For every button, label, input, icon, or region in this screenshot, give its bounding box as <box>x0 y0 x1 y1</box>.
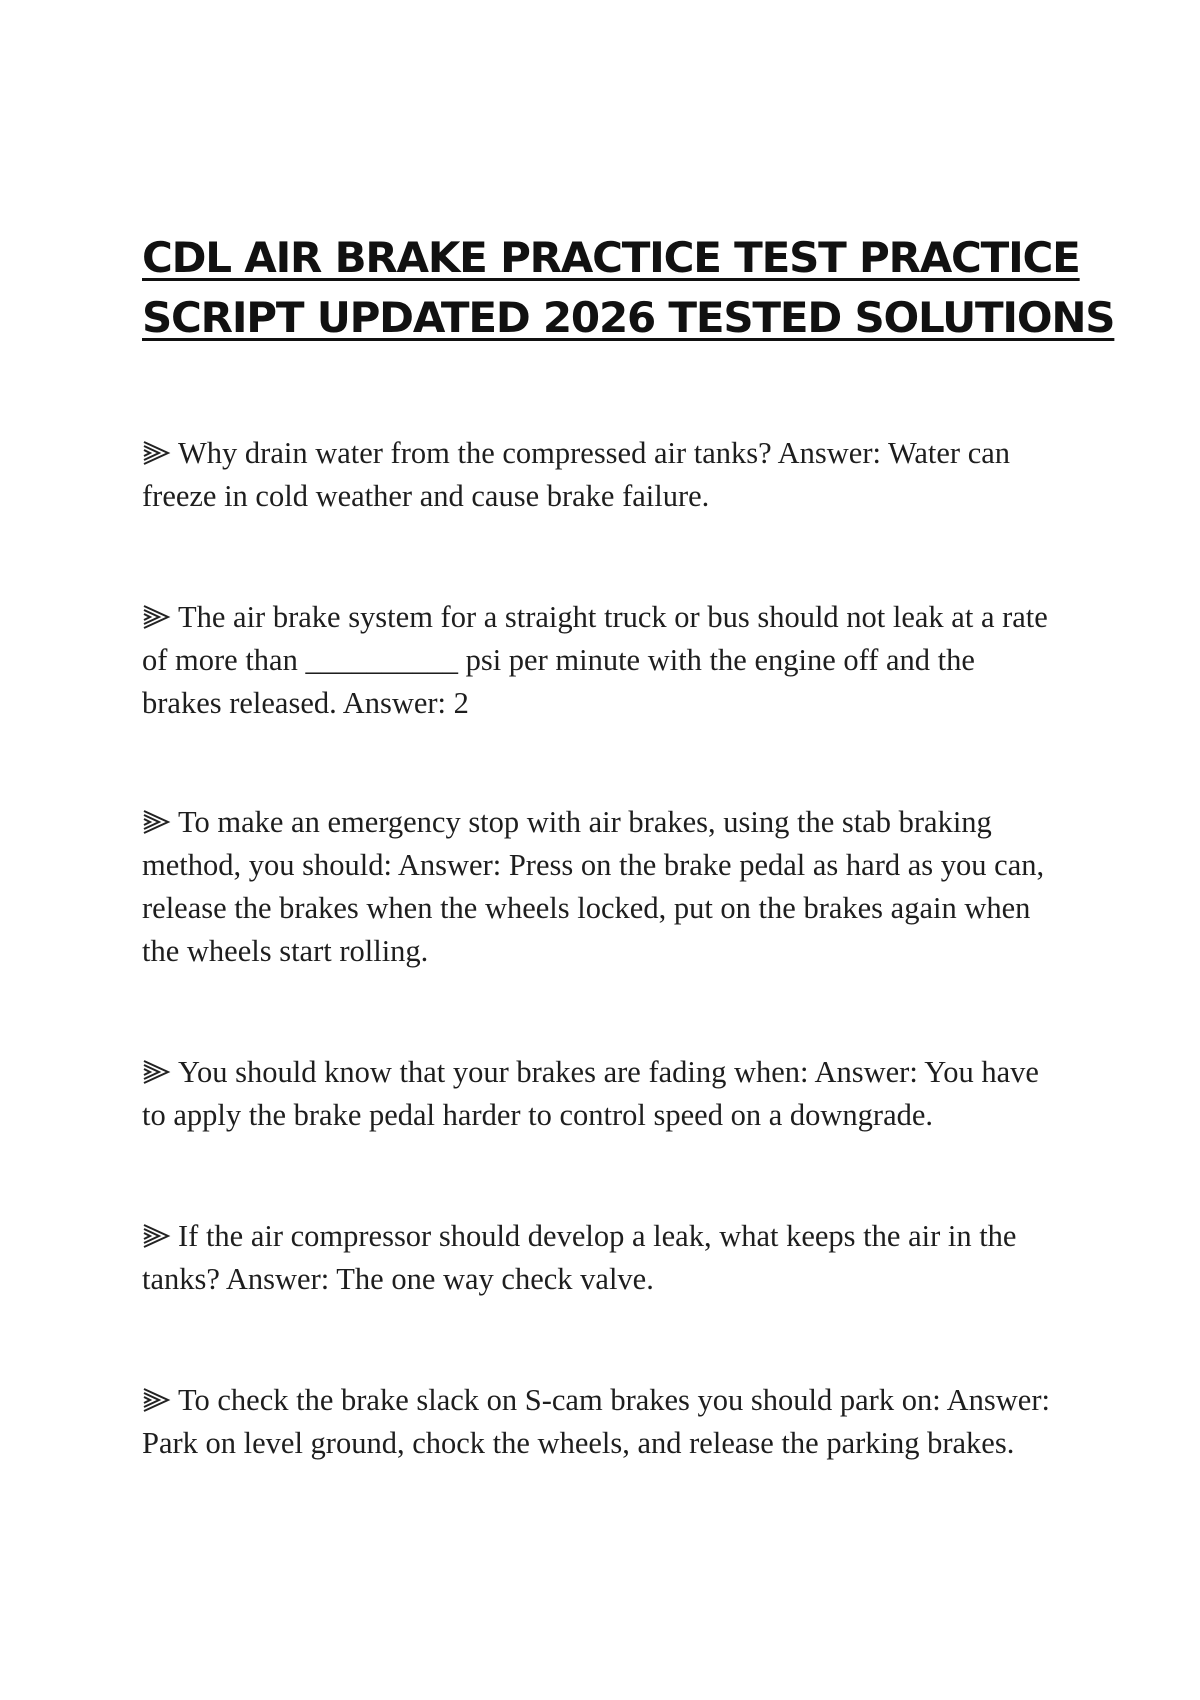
qa-item-text: You should know that your brakes are fading when: Answer: You have to apply the brake pedal harder to control speed on a downgrade. <box>142 1055 1039 1132</box>
qa-item-text: To check the brake slack on S-cam brakes you should park on: Answer: Park on level ground, chock the wheels, and release the parking brakes. <box>142 1383 1050 1460</box>
title-line-1: CDL AIR BRAKE PRACTICE TEST PRACTICE <box>142 233 1080 282</box>
qa-item-text: If the air compressor should develop a leak, what keeps the air in the tanks? Answer: The one way check valve. <box>142 1219 1017 1296</box>
qa-item-text: The air brake system for a straight truck or bus should not leak at a rate of more than __________ psi per minute with the engine off and the brakes released. Answer: 2 <box>142 600 1048 720</box>
triple-chevron-right-icon <box>142 1058 174 1086</box>
triple-chevron-right-icon <box>142 1222 174 1250</box>
triple-chevron-right-icon <box>142 439 174 467</box>
qa-item <box>142 801 1062 973</box>
page-title <box>142 228 1115 348</box>
qa-item <box>142 1379 1062 1465</box>
triple-chevron-right-icon <box>142 1386 174 1414</box>
qa-item <box>142 1051 1062 1137</box>
qa-item <box>142 596 1062 725</box>
qa-item <box>142 1215 1062 1301</box>
qa-item <box>142 432 1062 518</box>
triple-chevron-right-icon <box>142 603 174 631</box>
title-line-2: SCRIPT UPDATED 2026 TESTED SOLUTIONS <box>142 293 1115 342</box>
qa-item-text: Why drain water from the compressed air tanks? Answer: Water can freeze in cold weather and cause brake failure. <box>142 436 1011 513</box>
triple-chevron-right-icon <box>142 808 174 836</box>
qa-item-text: To make an emergency stop with air brakes, using the stab braking method, you should: Answer: Press on the brake pedal as hard as you can, release the brakes when the wheels locked, put on the brakes again when the wheels start rolling. <box>142 805 1045 968</box>
